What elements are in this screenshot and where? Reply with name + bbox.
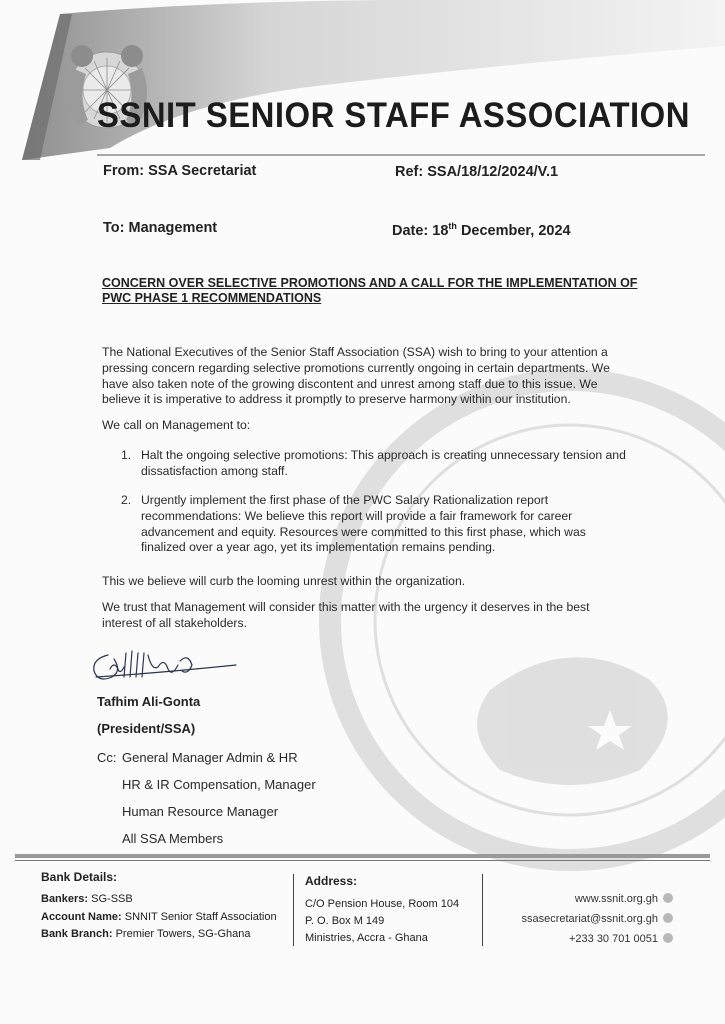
trust-statement: We trust that Management will consider this matter with the urgency it deserves in the best interest of all stakeholders. bbox=[102, 600, 590, 630]
branch-value: Premier Towers, SG-Ghana bbox=[112, 928, 251, 940]
address-line: C/O Pension House, Room 104 bbox=[305, 898, 460, 910]
intro-paragraph: The National Executives of the Senior Staff Association (SSA) wish to bring to your attention a pressing concern regarding selective promotions currently ongoing in certain departments. We have also taken note of the growing discontent and unrest among staff due to this issue. We believe it is imperative to address it promptly to preserve harmony within our institution. bbox=[102, 345, 610, 407]
account-line bbox=[41, 911, 277, 923]
letter-subject: CONCERN OVER SELECTIVE PROMOTIONS AND A CALL FOR THE IMPLEMENTATION OF PWC PHASE 1 RECOMMENDATIONS bbox=[102, 276, 638, 305]
date-ordinal: th bbox=[448, 221, 457, 231]
to-line: To: Management bbox=[103, 220, 218, 236]
account-label: Account Name: bbox=[41, 911, 122, 923]
list-text: Halt the ongoing selective promotions: This approach is creating unnecessary tension and dissatisfaction among staff. bbox=[141, 448, 626, 478]
email-icon bbox=[663, 913, 673, 923]
list-item bbox=[121, 448, 631, 480]
bankers-label: Bankers: bbox=[41, 893, 89, 905]
signature bbox=[88, 643, 238, 685]
cc-recipient: HR & IR Compensation, Manager bbox=[122, 777, 316, 792]
organization-title: SSNIT SENIOR STAFF ASSOCIATION bbox=[97, 96, 690, 135]
cc-recipient: All SSA Members bbox=[122, 831, 224, 846]
signatory-name: Tafhim Ali-Gonta bbox=[97, 694, 201, 709]
reference-number: Ref: SSA/18/12/2024/V.1 bbox=[395, 164, 559, 180]
call-to-management: We call on Management to: bbox=[102, 418, 251, 432]
signatory-title: (President/SSA) bbox=[97, 721, 196, 736]
date-prefix: Date: 18 bbox=[392, 222, 449, 239]
from-line: From: SSA Secretariat bbox=[103, 163, 257, 179]
cc-label: Cc: bbox=[97, 750, 117, 765]
footer-separator bbox=[482, 874, 483, 946]
cc-recipient: General Manager Admin & HR bbox=[122, 750, 298, 765]
belief-statement: This we believe will curb the looming unrest within the organization. bbox=[102, 574, 466, 588]
list-item bbox=[121, 493, 631, 557]
list-number: 2. bbox=[121, 493, 132, 507]
bankers-line bbox=[41, 893, 133, 905]
cc-recipient: Human Resource Manager bbox=[122, 804, 279, 819]
email-contact[interactable] bbox=[521, 913, 673, 925]
phone-contact[interactable] bbox=[569, 933, 673, 945]
address-line: P. O. Box M 149 bbox=[305, 915, 385, 927]
address-line: Ministries, Accra - Ghana bbox=[305, 932, 428, 944]
branch-label: Bank Branch: bbox=[41, 928, 113, 940]
address-heading: Address: bbox=[305, 874, 358, 888]
email-text[interactable]: ssasecretariat@ssnit.org.gh bbox=[521, 913, 658, 925]
date-line bbox=[392, 221, 571, 239]
list-text: Urgently implement the first phase of the PWC Salary Rationalization report recommendations: We believe this report will provide a fair framework for career advancement and equity. Resources were committed to this first phase, which was finalized over a year ago, yet its implementation remains pending. bbox=[141, 493, 586, 555]
website-contact[interactable] bbox=[575, 893, 673, 905]
account-value: SNNIT Senior Staff Association bbox=[121, 911, 277, 923]
footer-separator bbox=[293, 874, 294, 946]
footer-divider bbox=[0, 848, 725, 868]
bankers-value: SG-SSB bbox=[88, 893, 133, 905]
phone-text[interactable]: +233 30 701 0051 bbox=[568, 933, 658, 945]
globe-icon bbox=[663, 893, 673, 903]
list-number: 1. bbox=[121, 448, 132, 462]
date-suffix: December, 2024 bbox=[456, 222, 571, 239]
bank-details-heading: Bank Details: bbox=[41, 870, 118, 884]
branch-line bbox=[41, 928, 251, 940]
website-text[interactable]: www.ssnit.org.gh bbox=[574, 893, 658, 905]
phone-icon bbox=[663, 933, 673, 943]
